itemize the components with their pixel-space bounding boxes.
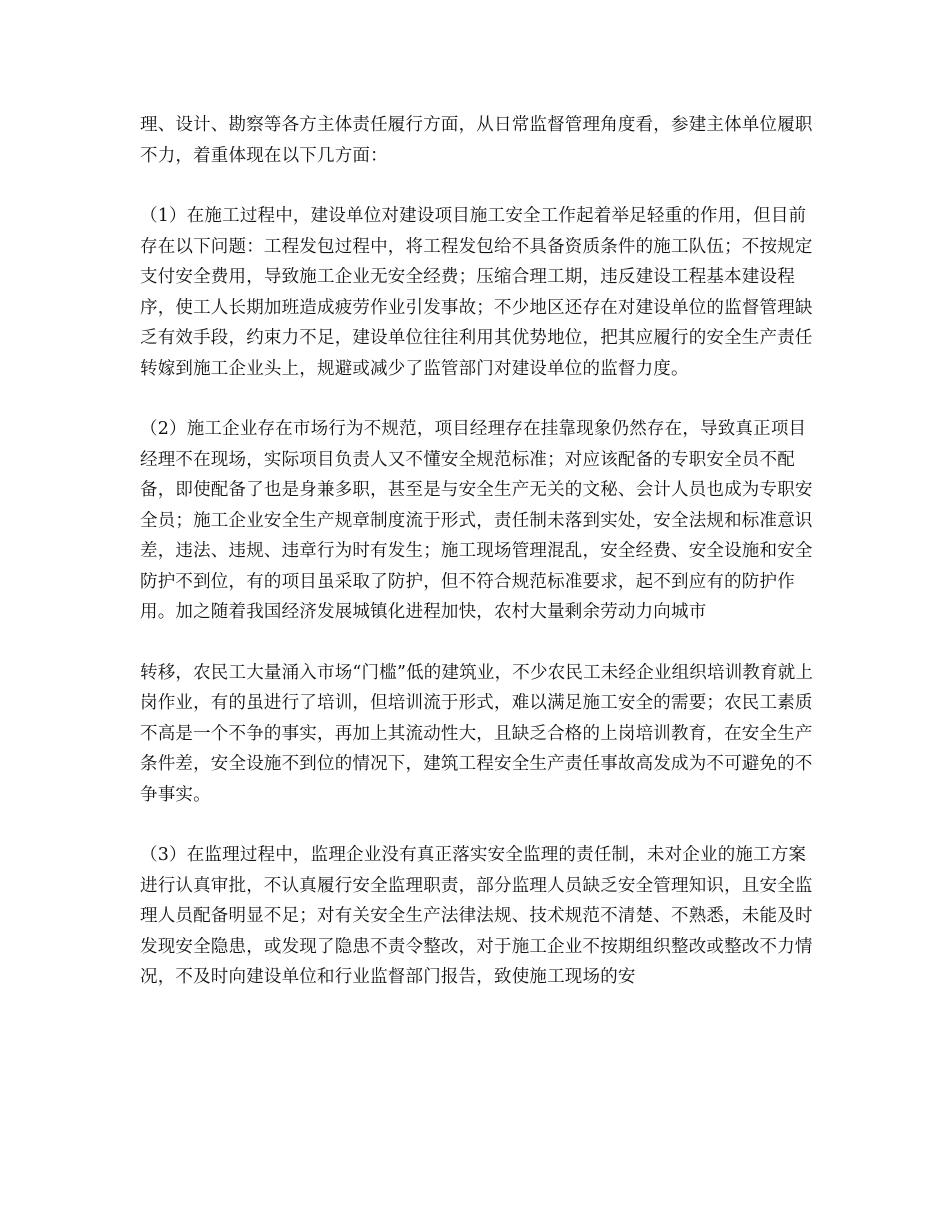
paragraph-intro: 理、设计、勘察等各方主体责任履行方面，从日常监督管理角度看，参建主体单位履职不力，着重体现在以下几方面：	[140, 115, 813, 166]
paragraph-supervision: （3）在监理过程中，监理企业没有真正落实安全监理的责任制，未对企业的施工方案进行认真审批，不认真履行安全监理职责，部分监理人员缺乏安全管理知识，且安全监理人员配备明显不足；对有关安全生产法律法规、技术规范不清楚、不熟悉，未能及时发现安全隐患，或发现了隐患不责令整改，对于施工企业不按期组织整改或整改不力情况，不及时向建设单位和行业监督部门报告，致使施工现场的安	[140, 845, 813, 987]
paragraph-construction-enterprise: （2）施工企业存在市场行为不规范，项目经理存在挂靠现象仍然存在，导致真正项目经理不在现场，实际项目负责人又不懂安全规范标准；对应该配备的专职安全员不配备，即使配备了也是身兼多职，甚至是与安全生产无关的文秘、会计人员也成为专职安全员；施工企业安全生产规章制度流于形式，责任制未落到实处，安全法规和标准意识差，违法、违规、违章行为时有发生；施工现场管理混乱，安全经费、安全设施和安全防护不到位，有的项目虽采取了防护，但不符合规范标准要求，起不到应有的防护作用。加之随着我国经济发展城镇化进程加快，农村大量剩余劳动力向城市	[140, 419, 813, 622]
document-body	[140, 110, 816, 993]
paragraph-construction-unit: （1）在施工过程中，建设单位对建设项目施工安全工作起着举足轻重的作用，但目前存在以下问题：工程发包过程中，将工程发包给不具备资质条件的施工队伍；不按规定支付安全费用，导致施工企业无安全经费；压缩合理工期，违反建设工程基本建设程序，使工人长期加班造成疲劳作业引发事故；不少地区还存在对建设单位的监督管理缺乏有效手段，约束力不足，建设单位往往利用其优势地位，把其应履行的安全生产责任转嫁到施工企业头上，规避或减少了监管部门对建设单位的监督力度。	[140, 206, 813, 379]
paragraph-migrant-workers: 转移，农民工大量涌入市场“门槛”低的建筑业，不少农民工未经企业组织培训教育就上岗作业，有的虽进行了培训，但培训流于形式，难以满足施工安全的需要；农民工素质不高是一个不争的事实，再加上其流动性大，且缺乏合格的上岗培训教育，在安全生产条件差，安全设施不到位的情况下，建筑工程安全生产责任事故高发成为不可避免的不争事实。	[140, 662, 814, 805]
